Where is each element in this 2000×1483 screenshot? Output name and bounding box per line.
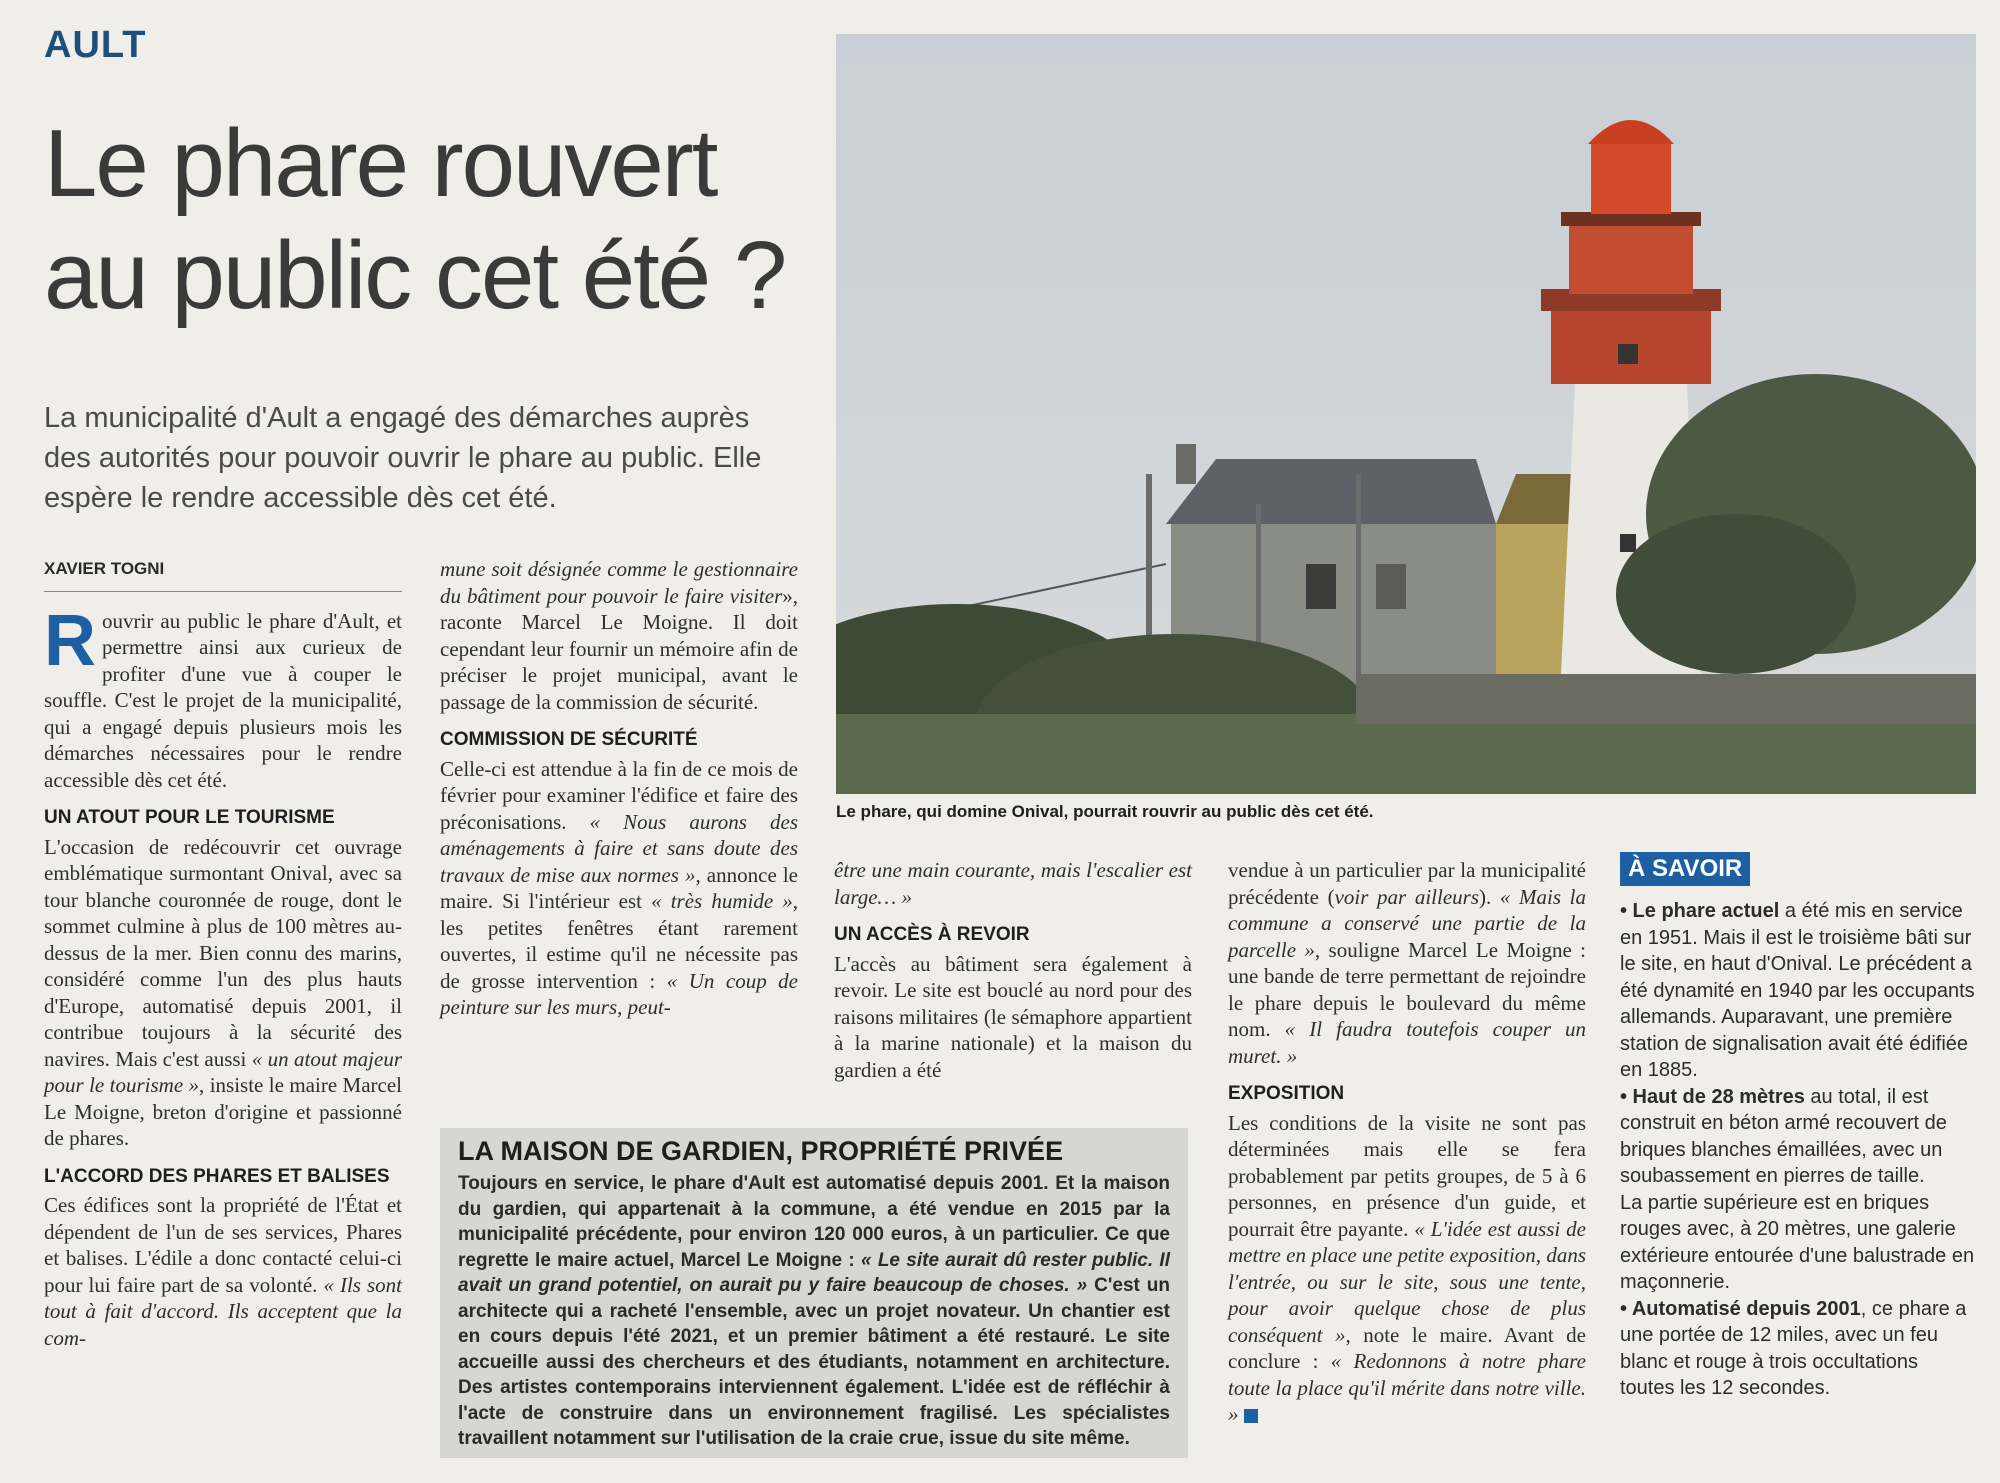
lighthouse-illustration [836, 34, 1976, 794]
photo-caption: Le phare, qui domine Onival, pourrait rouvrir au public dès cet été. [836, 802, 1374, 821]
paragraph-acces: L'accès au bâtiment sera également à revoir. Le site est bouclé au nord pour des raisons militaires (le sémaphore appartient à la marine nationale) et la maison du gardien a été [834, 951, 1192, 1082]
end-of-article-mark [1244, 1409, 1258, 1423]
paragraph-accord: Ces édifices sont la propriété de l'État et dépendent de l'un de ses services, Phares et balises. L'édile a donc contacté celui-ci pour lui faire part de sa volonté. « Ils sont tout à fait d'accord. Ils acceptent que la com- [44, 1193, 402, 1350]
fact-partie-superieure: La partie supérieure est en briques rouges avec, à 20 mètres, une galerie extérieure entourée d'une balustrade en maçonnerie. [1620, 1191, 1975, 1293]
article-column-4 [1228, 857, 1586, 1434]
paragraph-parcelle: vendue à un particulier par la municipalité précédente (voir par ailleurs). « Mais la commune a conservé une partie de la parcelle », souligne Marcel Le Moigne : une bande de terre permettant de rejoindre le phare depuis le boulevard du même nom. « Il faudra toutefois couper un muret. » [1228, 858, 1586, 1068]
section-kicker: AULT [44, 24, 147, 66]
headline: Le phare rouvert au public cet été ? [44, 110, 786, 329]
article-column-3 [834, 857, 1192, 1089]
lead-paragraph: Rouvrir au public le phare d'Ault, et permettre ainsi aux curieux de profiter d'une vue à couper le souffle. C'est le projet de la municipalité, qui a engagé depuis plusieurs mois les démarches nécessaires pour le rendre accessible dès cet été. [44, 600, 402, 792]
sidebar-box-maison-gardien [440, 1128, 1188, 1458]
box-body: Toujours en service, le phare d'Ault est automatisé depuis 2001. Et la maison du gardien, qui appartenait à la commune, a été vendue en 2015 par la municipalité précédente, pour environ 120 000 euros, à un particulier. Ce que regrette le maire actuel, Marcel Le Moigne : « Le site aurait dû rester public. Il avait un grand potentiel, on aurait pu y faire beaucoup de choses. » C'est un architecte qui a racheté l'ensemble, avec un projet novateur. Un chantier est en cours depuis l'été 2021, et un premier bâtiment a été restauré. Le site accueille aussi des chercheurs et des étudiants, notamment en architecture. Des artistes contemporains interviennent également. L'idée est de réfléchir à l'acte de construire dans un environnement fragilisé. Les spécialistes travaillent notamment sur l'utilisation de la craie crue, issue du site même. [458, 1173, 1170, 1449]
subhead-commission: COMMISSION DE SÉCURITÉ [440, 729, 698, 750]
fact-automatise: • Automatisé depuis 2001, ce phare a une portée de 12 miles, avec un feu blanc et rouge à trois occultations toutes les 12 secondes. [1620, 1297, 1967, 1399]
article-column-2 [440, 556, 798, 1027]
box-title: LA MAISON DE GARDIEN, PROPRIÉTÉ PRIVÉE [458, 1136, 1064, 1166]
subhead-exposition: EXPOSITION [1228, 1083, 1345, 1104]
lighthouse-photo [836, 34, 1976, 794]
article-column-1 [44, 556, 402, 1357]
fact-phare-actuel: • Le phare actuel a été mis en service en 1951. Mais il est le troisième bâti sur le site, en haut d'Onival. Le précédent a été dynamité en 1940 par les occupants allemands. Auparavant, une première station de signalisation avait été édifiée en 1885. [1620, 900, 1975, 1081]
paragraph-commission: Celle-ci est attendue à la fin de ce mois de février pour examiner l'édifice et faire des préconisations. « Nous aurons des aménagements à faire et sans doute des travaux de mise aux normes », annonce le maire. Si l'intérieur est « très humide », les petites fenêtres étant rarement ouvertes, il estime qu'il ne nécessite pas de grosse intervention : « Un coup de peinture sur les murs, peut- [440, 756, 798, 1019]
a-savoir-tag: À SAVOIR [1620, 852, 1750, 886]
drop-cap: R [44, 600, 96, 681]
subhead-accord: L'ACCORD DES PHARES ET BALISES [44, 1165, 390, 1187]
subhead-tourisme: UN ATOUT POUR LE TOURISME [44, 807, 335, 828]
fact-hauteur: • Haut de 28 mètres au total, il est construit en béton armé recouvert de briques blanches émaillées, avec un soubassement en pierres de taille. [1620, 1085, 1947, 1187]
paragraph-tourisme: L'occasion de redécouvrir cet ouvrage emblématique surmontant Onival, avec sa tour blanche couronnée de rouge, dont le sommet culmine à plus de 100 mètres au-dessus de la mer. Bien connu des marins, considéré comme l'un des plus hauts d'Europe, automatisé depuis 2001, il contribue toujours à la sécurité des navires. Mais c'est aussi « un atout majeur pour le tourisme », insiste le maire Marcel Le Moigne, breton d'origine et passionné de phares. [44, 834, 403, 1150]
subhead-acces: UN ACCÈS À REVOIR [834, 924, 1030, 945]
paragraph-escalier: être une main courante, mais l'escalier est large… » [834, 858, 1192, 909]
paragraph-exposition: Les conditions de la visite ne sont pas déterminées mais elle se fera probablement par petits groupes, de 5 à 6 personnes, en présence d'un guide, et pourrait être payante. « L'idée est aussi de mettre en place une petite exposition, dans l'entrée, ou sur le site, sous une tente, pour avoir quelque chose de plus conséquent », note le maire. Avant de conclure : « Redonnons à notre phare toute la place qu'il mérite dans notre ville. » [1228, 1110, 1586, 1426]
a-savoir-panel [1620, 852, 1976, 1402]
paragraph-gestionnaire: mune soit désignée comme le gestionnaire du bâtiment pour pouvoir le faire visiter», raconte Marcel Le Moigne. Il doit cependant leur fournir un mémoire afin de préciser le projet municipal, avant le passage de la commission de sécurité. [440, 557, 798, 714]
byline: XAVIER TOGNI [44, 556, 402, 592]
standfirst: La municipalité d'Ault a engagé des démarches auprès des autorités pour pouvoir ouvrir le phare au public. Elle espère le rendre accessible dès cet été. [44, 402, 762, 514]
